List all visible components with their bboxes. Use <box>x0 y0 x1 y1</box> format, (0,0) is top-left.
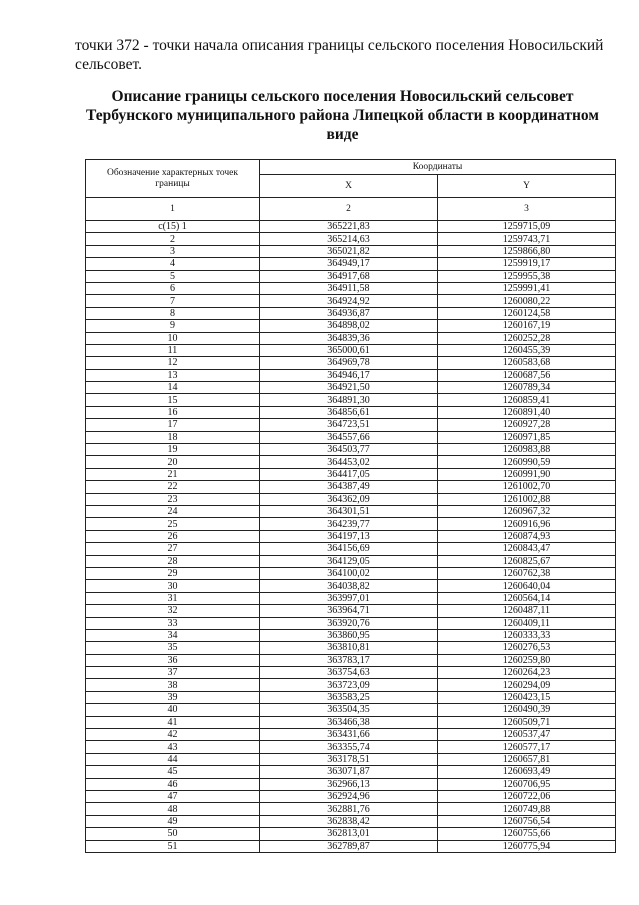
y-cell: 1260640,04 <box>438 580 616 592</box>
point-cell: 22 <box>86 481 260 493</box>
x-cell: 364917,68 <box>260 270 438 282</box>
point-cell: 14 <box>86 382 260 394</box>
table-row <box>86 642 616 654</box>
y-cell: 1260264,23 <box>438 667 616 679</box>
x-cell: 365221,83 <box>260 221 438 233</box>
point-cell: 33 <box>86 617 260 629</box>
point-cell: 27 <box>86 543 260 555</box>
y-cell: 1260259,80 <box>438 654 616 666</box>
table-row <box>86 233 616 245</box>
y-cell: 1260333,33 <box>438 629 616 641</box>
point-cell: 26 <box>86 530 260 542</box>
y-cell: 1260755,66 <box>438 828 616 840</box>
y-cell: 1260577,17 <box>438 741 616 753</box>
table-row <box>86 369 616 381</box>
point-cell: 19 <box>86 444 260 456</box>
coordinates-table <box>85 159 616 853</box>
y-cell: 1260859,41 <box>438 394 616 406</box>
x-cell: 363355,74 <box>260 741 438 753</box>
x-cell: 363920,76 <box>260 617 438 629</box>
x-cell: 364969,78 <box>260 357 438 369</box>
y-cell: 1260843,47 <box>438 543 616 555</box>
x-cell: 364946,17 <box>260 369 438 381</box>
table-row <box>86 766 616 778</box>
table-row <box>86 815 616 827</box>
y-cell: 1260455,39 <box>438 344 616 356</box>
x-cell: 364156,69 <box>260 543 438 555</box>
y-cell: 1260490,39 <box>438 704 616 716</box>
table-row <box>86 716 616 728</box>
table-row <box>86 654 616 666</box>
intro-paragraph: точки 372 - точки начала описания границы сельского поселения Новосильский сельсовет. <box>75 37 604 73</box>
point-cell: 29 <box>86 567 260 579</box>
y-cell: 1260967,32 <box>438 505 616 517</box>
x-cell: 364891,30 <box>260 394 438 406</box>
table-row <box>86 555 616 567</box>
x-cell: 364100,02 <box>260 567 438 579</box>
point-cell: 32 <box>86 605 260 617</box>
table-row <box>86 406 616 418</box>
y-cell: 1260706,95 <box>438 778 616 790</box>
point-cell: 36 <box>86 654 260 666</box>
x-cell: 362838,42 <box>260 815 438 827</box>
x-cell: 364301,51 <box>260 505 438 517</box>
point-cell: 41 <box>86 716 260 728</box>
table-row <box>86 840 616 852</box>
document-title: Описание границы сельского поселения Новосильский сельсовет Тербунского муниципального района Липецкой области в координатном виде <box>86 88 599 143</box>
y-cell: 1260167,19 <box>438 320 616 332</box>
table-row <box>86 629 616 641</box>
point-cell: 50 <box>86 828 260 840</box>
header-coordinates: Координаты <box>260 160 616 175</box>
point-cell: 13 <box>86 369 260 381</box>
point-cell: 44 <box>86 753 260 765</box>
table-row <box>86 567 616 579</box>
y-cell: 1260276,53 <box>438 642 616 654</box>
table-row <box>86 580 616 592</box>
point-cell: 7 <box>86 295 260 307</box>
column-number-1: 1 <box>86 198 260 221</box>
x-cell: 364387,49 <box>260 481 438 493</box>
x-cell: 364038,82 <box>260 580 438 592</box>
x-cell: 365021,82 <box>260 245 438 257</box>
column-number-2: 2 <box>260 198 438 221</box>
point-cell: 31 <box>86 592 260 604</box>
table-row <box>86 245 616 257</box>
table-row <box>86 778 616 790</box>
x-cell: 364197,13 <box>260 530 438 542</box>
table-row <box>86 221 616 233</box>
table-row <box>86 667 616 679</box>
x-cell: 364839,36 <box>260 332 438 344</box>
point-cell: 11 <box>86 344 260 356</box>
x-cell: 364856,61 <box>260 406 438 418</box>
header-point-designation: Обозначение характерных точек границы <box>86 160 260 198</box>
y-cell: 1260693,49 <box>438 766 616 778</box>
column-number-3: 3 <box>438 198 616 221</box>
table-row <box>86 307 616 319</box>
y-cell: 1260971,85 <box>438 431 616 443</box>
table-row <box>86 444 616 456</box>
x-cell: 364362,09 <box>260 493 438 505</box>
x-cell: 363783,17 <box>260 654 438 666</box>
table-row <box>86 828 616 840</box>
x-cell: 364129,05 <box>260 555 438 567</box>
y-cell: 1260583,68 <box>438 357 616 369</box>
y-cell: 1259955,38 <box>438 270 616 282</box>
x-cell: 363997,01 <box>260 592 438 604</box>
x-cell: 364723,51 <box>260 419 438 431</box>
table-row <box>86 258 616 270</box>
table-row <box>86 394 616 406</box>
table-row <box>86 456 616 468</box>
point-cell: 4 <box>86 258 260 270</box>
table-row <box>86 382 616 394</box>
x-cell: 364417,05 <box>260 468 438 480</box>
point-cell: 24 <box>86 505 260 517</box>
x-cell: 363583,25 <box>260 691 438 703</box>
table-row <box>86 344 616 356</box>
point-cell: 38 <box>86 679 260 691</box>
table-row <box>86 729 616 741</box>
point-cell: 2 <box>86 233 260 245</box>
y-cell: 1260687,56 <box>438 369 616 381</box>
point-cell: 30 <box>86 580 260 592</box>
y-cell: 1260756,54 <box>438 815 616 827</box>
y-cell: 1260990,59 <box>438 456 616 468</box>
x-cell: 364911,58 <box>260 282 438 294</box>
point-cell: 21 <box>86 468 260 480</box>
x-cell: 364898,02 <box>260 320 438 332</box>
y-cell: 1260991,90 <box>438 468 616 480</box>
y-cell: 1260294,09 <box>438 679 616 691</box>
y-cell: 1259991,41 <box>438 282 616 294</box>
table-row <box>86 295 616 307</box>
y-cell: 1260927,28 <box>438 419 616 431</box>
x-cell: 362924,96 <box>260 790 438 802</box>
x-cell: 363723,09 <box>260 679 438 691</box>
x-cell: 364936,87 <box>260 307 438 319</box>
point-cell: 6 <box>86 282 260 294</box>
table-row <box>86 753 616 765</box>
y-cell: 1261002,88 <box>438 493 616 505</box>
x-cell: 364239,77 <box>260 518 438 530</box>
y-cell: 1260423,15 <box>438 691 616 703</box>
y-cell: 1260509,71 <box>438 716 616 728</box>
x-cell: 364453,02 <box>260 456 438 468</box>
point-cell: 47 <box>86 790 260 802</box>
point-cell: 25 <box>86 518 260 530</box>
x-cell: 362789,87 <box>260 840 438 852</box>
x-cell: 362881,76 <box>260 803 438 815</box>
table-row <box>86 282 616 294</box>
y-cell: 1260252,28 <box>438 332 616 344</box>
table-row <box>86 518 616 530</box>
point-cell: 17 <box>86 419 260 431</box>
y-cell: 1260722,06 <box>438 790 616 802</box>
table-row <box>86 419 616 431</box>
point-cell: 15 <box>86 394 260 406</box>
point-cell: 49 <box>86 815 260 827</box>
y-cell: 1260789,34 <box>438 382 616 394</box>
y-cell: 1259715,09 <box>438 221 616 233</box>
table-row <box>86 704 616 716</box>
x-cell: 363754,63 <box>260 667 438 679</box>
y-cell: 1260874,93 <box>438 530 616 542</box>
header-x: X <box>260 175 438 198</box>
point-cell: 10 <box>86 332 260 344</box>
y-cell: 1259866,80 <box>438 245 616 257</box>
y-cell: 1260657,81 <box>438 753 616 765</box>
point-cell: с(15) 1 <box>86 221 260 233</box>
point-cell: 51 <box>86 840 260 852</box>
point-cell: 35 <box>86 642 260 654</box>
table-row <box>86 468 616 480</box>
point-cell: 45 <box>86 766 260 778</box>
y-cell: 1260825,67 <box>438 555 616 567</box>
x-cell: 364921,50 <box>260 382 438 394</box>
table-row <box>86 493 616 505</box>
table-row <box>86 617 616 629</box>
table-row <box>86 320 616 332</box>
x-cell: 363504,35 <box>260 704 438 716</box>
table-row <box>86 679 616 691</box>
y-cell: 1260762,38 <box>438 567 616 579</box>
point-cell: 39 <box>86 691 260 703</box>
header-y: Y <box>438 175 616 198</box>
table-row <box>86 790 616 802</box>
table-row <box>86 270 616 282</box>
y-cell: 1260983,88 <box>438 444 616 456</box>
point-cell: 16 <box>86 406 260 418</box>
point-cell: 9 <box>86 320 260 332</box>
table-row <box>86 505 616 517</box>
point-cell: 20 <box>86 456 260 468</box>
x-cell: 362966,13 <box>260 778 438 790</box>
table-row <box>86 691 616 703</box>
x-cell: 363860,95 <box>260 629 438 641</box>
table-row <box>86 530 616 542</box>
y-cell: 1260564,14 <box>438 592 616 604</box>
y-cell: 1261002,70 <box>438 481 616 493</box>
table-row <box>86 592 616 604</box>
point-cell: 3 <box>86 245 260 257</box>
point-cell: 23 <box>86 493 260 505</box>
y-cell: 1260891,40 <box>438 406 616 418</box>
table-row <box>86 803 616 815</box>
table-row <box>86 543 616 555</box>
y-cell: 1260537,47 <box>438 729 616 741</box>
x-cell: 363810,81 <box>260 642 438 654</box>
point-cell: 5 <box>86 270 260 282</box>
x-cell: 364557,66 <box>260 431 438 443</box>
x-cell: 364503,77 <box>260 444 438 456</box>
point-cell: 43 <box>86 741 260 753</box>
table-row <box>86 481 616 493</box>
x-cell: 365000,61 <box>260 344 438 356</box>
point-cell: 8 <box>86 307 260 319</box>
point-cell: 18 <box>86 431 260 443</box>
x-cell: 362813,01 <box>260 828 438 840</box>
y-cell: 1260487,11 <box>438 605 616 617</box>
x-cell: 364924,92 <box>260 295 438 307</box>
point-cell: 40 <box>86 704 260 716</box>
table-row <box>86 741 616 753</box>
point-cell: 46 <box>86 778 260 790</box>
point-cell: 28 <box>86 555 260 567</box>
table-row <box>86 357 616 369</box>
point-cell: 37 <box>86 667 260 679</box>
y-cell: 1259919,17 <box>438 258 616 270</box>
table-row <box>86 431 616 443</box>
x-cell: 365214,63 <box>260 233 438 245</box>
x-cell: 363431,66 <box>260 729 438 741</box>
x-cell: 363964,71 <box>260 605 438 617</box>
y-cell: 1260409,11 <box>438 617 616 629</box>
point-cell: 12 <box>86 357 260 369</box>
table-row <box>86 605 616 617</box>
x-cell: 363071,87 <box>260 766 438 778</box>
point-cell: 48 <box>86 803 260 815</box>
y-cell: 1260749,88 <box>438 803 616 815</box>
point-cell: 42 <box>86 729 260 741</box>
point-cell: 34 <box>86 629 260 641</box>
table-row <box>86 332 616 344</box>
y-cell: 1260080,22 <box>438 295 616 307</box>
y-cell: 1260124,58 <box>438 307 616 319</box>
y-cell: 1260775,94 <box>438 840 616 852</box>
x-cell: 363466,38 <box>260 716 438 728</box>
coordinates-table-body <box>86 221 616 853</box>
y-cell: 1260916,96 <box>438 518 616 530</box>
y-cell: 1259743,71 <box>438 233 616 245</box>
x-cell: 363178,51 <box>260 753 438 765</box>
x-cell: 364949,17 <box>260 258 438 270</box>
